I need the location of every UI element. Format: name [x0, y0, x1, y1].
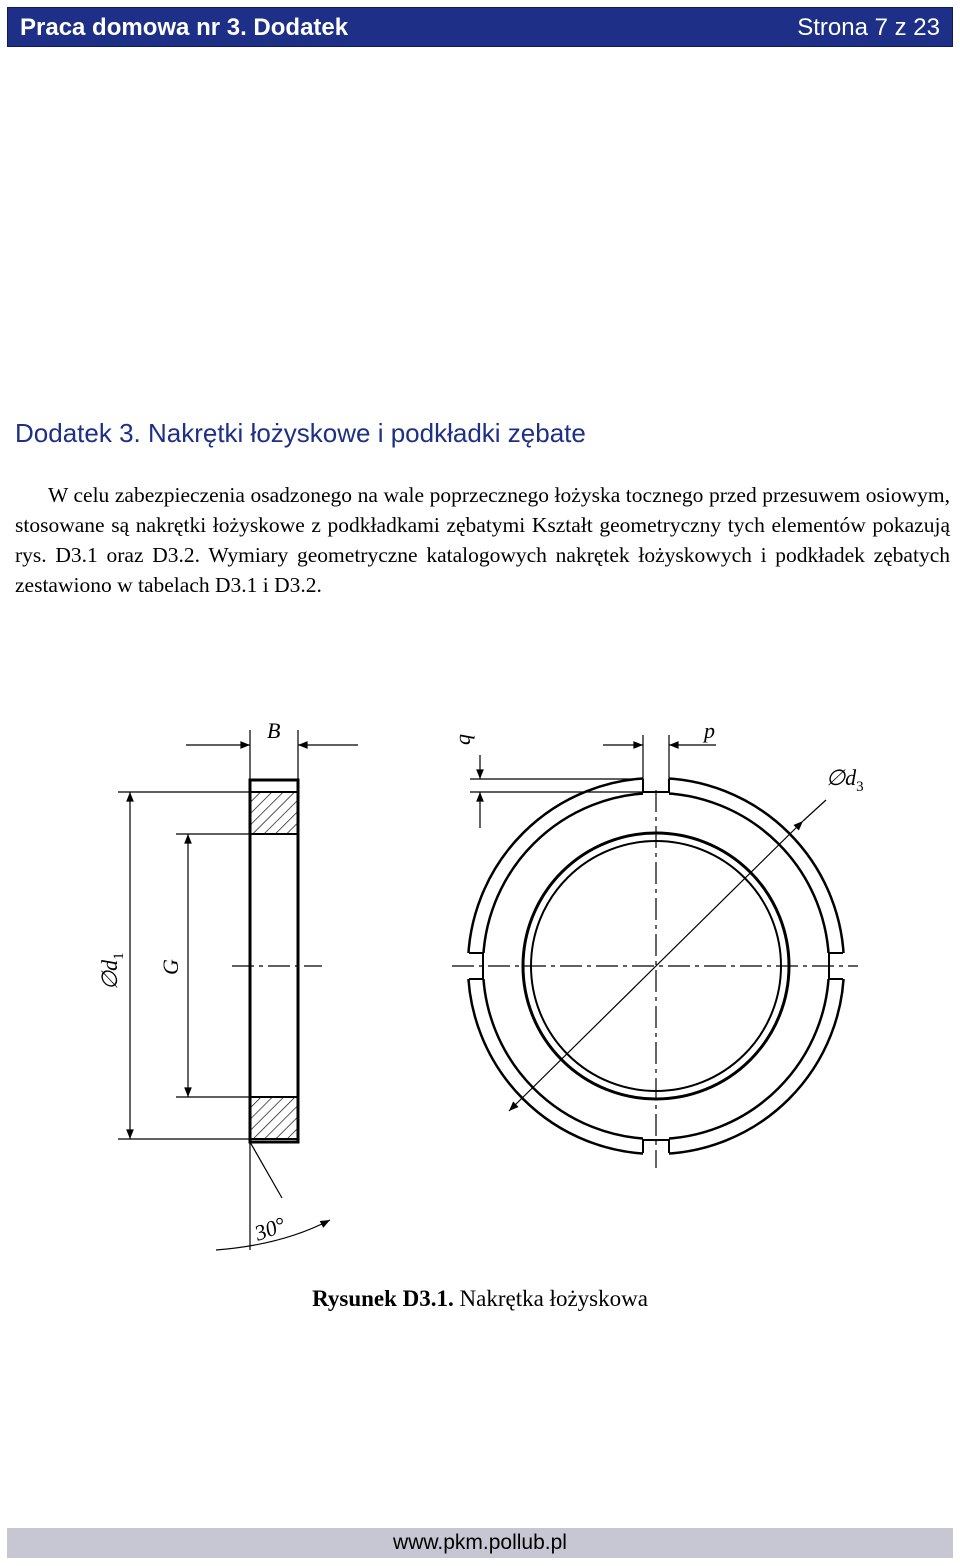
label-d3-sub: 3 [856, 779, 864, 795]
body-paragraph: W celu zabezpieczenia osadzonego na wale poprzecznego łożyska tocznego przed przesuwem osiowym, stosowane są nakrętki łożyskowe z podkładkami zębatymi Kształt geometryczny tych elementów pokazują rys. D3.1 oraz D3.2. Wymiary geometryczne katalogowych nakrętek łożyskowych i podkładek zębatych zestawiono w tabelach D3.1 i D3.2. [15, 483, 950, 597]
page-footer [7, 1528, 953, 1558]
label-d1 [97, 952, 127, 990]
label-G: G [158, 959, 183, 975]
section-heading: Dodatek 3. Nakrętki łożyskowe i podkładki zębate [15, 418, 586, 448]
label-angle: 30° [251, 1211, 289, 1246]
caption-text: Nakrętka łożyskowa [453, 1286, 648, 1311]
label-B: B [267, 718, 281, 743]
page-header [7, 7, 953, 47]
figure-caption [0, 1286, 960, 1312]
label-d3 [826, 765, 864, 795]
label-p: p [704, 718, 715, 743]
front-view [452, 735, 858, 1168]
caption-number: Rysunek D3.1. [312, 1286, 454, 1311]
side-view [118, 730, 358, 1250]
label-d1-sub: 1 [111, 952, 127, 960]
drawing-svg [0, 690, 960, 1290]
page-number: Strona 7 z 23 [797, 14, 940, 41]
footer-url: www.pkm.pollub.pl [393, 1531, 567, 1554]
document-title: Praca domowa nr 3. Dodatek [20, 14, 349, 41]
label-d3-symbol: ∅d [826, 765, 857, 790]
technical-drawing [0, 690, 960, 1290]
label-d1-symbol: ∅d [97, 959, 122, 990]
label-q: q [450, 734, 475, 745]
